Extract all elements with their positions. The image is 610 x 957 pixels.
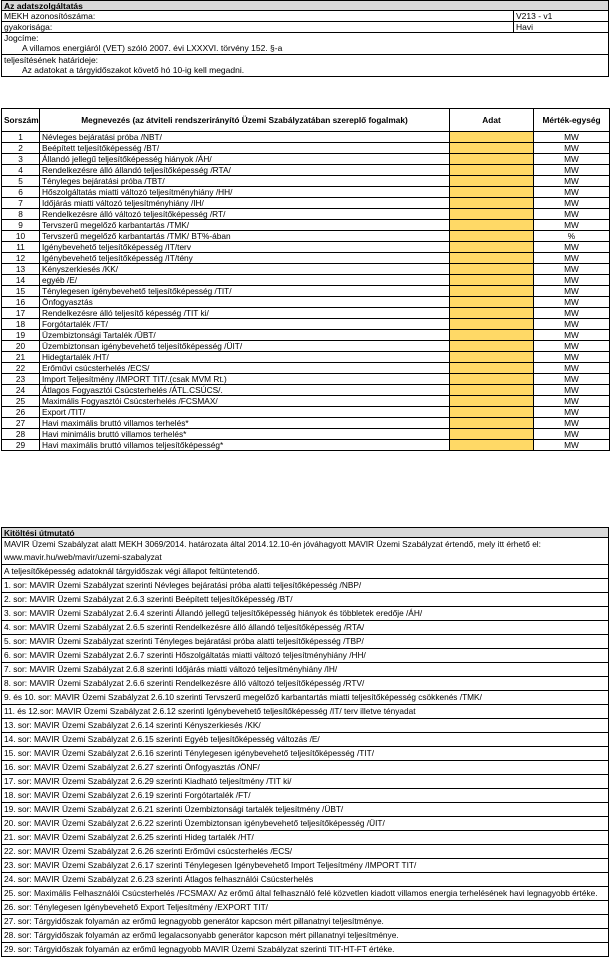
- row-number: 25: [2, 396, 40, 407]
- row-number: 29: [2, 440, 40, 451]
- row-unit: MW: [534, 319, 610, 330]
- instruction-line: A teljesítőképesség adatoknál tárgyidőszak végi állapot feltüntetendő.: [1, 565, 609, 579]
- row-adat-input[interactable]: [450, 308, 534, 319]
- row-number: 11: [2, 242, 40, 253]
- row-number: 4: [2, 165, 40, 176]
- row-unit: MW: [534, 187, 610, 198]
- instructions-title: Kitöltési útmutató: [1, 527, 609, 538]
- row-number: 21: [2, 352, 40, 363]
- azonosito-value: V213 - v1: [513, 11, 607, 21]
- row-number: 13: [2, 264, 40, 275]
- row-name: Névleges bejáratási próba /NBT/: [40, 132, 450, 143]
- row-name: Üzembiztonsan igénybevehető teljesítőképesség /ÜIT/: [40, 341, 450, 352]
- row-name: Hidegtartalék /HT/: [40, 352, 450, 363]
- row-name: Igénybevehető teljesítőképesség /IT/tény: [40, 253, 450, 264]
- row-number: 19: [2, 330, 40, 341]
- col-header-adat: Adat: [450, 109, 534, 132]
- row-unit: MW: [534, 242, 610, 253]
- row-name: Tényleges bejáratási próba /TBT/: [40, 176, 450, 187]
- instruction-line: 24. sor: MAVIR Üzemi Szabályzat 2.6.23 szerinti Átlagos felhasználói Csúcsterhelés: [1, 873, 609, 887]
- instruction-line: 28. sor: Tárgyidőszak folyamán az erőmű legalacsonyabb generátor kapcson mért pillanatnyi teljesítménye.: [1, 929, 609, 943]
- instruction-line: 21. sor: MAVIR Üzemi Szabályzat 2.6.25 szerinti Hideg tartalék /HT/: [1, 831, 609, 845]
- row-adat-input[interactable]: [450, 297, 534, 308]
- instruction-line: 13. sor: MAVIR Üzemi Szabályzat 2.6.14 szerinti Kényszerkiesés /KK/: [1, 719, 609, 733]
- hatarido-text: Az adatokat a tárgyidőszakot követő hó 10-ig kell megadni.: [22, 65, 245, 75]
- instruction-line: 8. sor: MAVIR Üzemi Szabályzat 2.6.6 szerinti Rendelkezésre álló változó teljesítőképesség /RTV/: [1, 677, 609, 691]
- table-row: [2, 220, 610, 231]
- row-unit: MW: [534, 407, 610, 418]
- row-adat-input[interactable]: [450, 275, 534, 286]
- row-adat-input[interactable]: [450, 154, 534, 165]
- row-number: 20: [2, 341, 40, 352]
- row-name: Import Teljesítmény /IMPORT TIT/.(csak MVM Rt.): [40, 374, 450, 385]
- instruction-line: 22. sor: MAVIR Üzemi Szabályzat 2.6.26 szerinti Erőművi csúcsterhelés /ECS/: [1, 845, 609, 859]
- instruction-line: 19. sor: MAVIR Üzemi Szabályzat 2.6.21 szerinti Üzembiztonsági tartalék teljesítmény /ÜBT/: [1, 803, 609, 817]
- row-name: Átlagos Fogyasztói Csúcsterhelés /ÁTL.CSÚCS/.: [40, 385, 450, 396]
- instruction-line: 18. sor: MAVIR Üzemi Szabályzat 2.6.19 szerinti Forgótartalék /FT/: [1, 789, 609, 803]
- table-row: [2, 264, 610, 275]
- instruction-line: 29. sor: Tárgyidőszak folyamán az erőmű legnagyobb MAVIR Üzemi Szabályzat szerinti TIT-HT-FT értéke.: [1, 943, 609, 957]
- row-unit: MW: [534, 330, 610, 341]
- row-adat-input[interactable]: [450, 143, 534, 154]
- row-unit: MW: [534, 385, 610, 396]
- row-number: 28: [2, 429, 40, 440]
- instruction-line: MAVIR Üzemi Szabályzat alatt MEKH 3069/2014. határozata által 2014.12.10-én jóváhagyott MAVIR Üzemi Szabályzat értendő, mely itt érhető el: www.mavir.hu/web/mavir/uzemi-szabalyzat: [1, 538, 609, 565]
- row-number: 8: [2, 209, 40, 220]
- table-row: [2, 352, 610, 363]
- azonosito-label: MEKH azonosítószáma:: [4, 11, 96, 21]
- header-block: [1, 0, 609, 77]
- row-name: Állandó jellegű teljesítőképesség hiányok /ÁH/: [40, 154, 450, 165]
- row-unit: MW: [534, 176, 610, 187]
- row-name: Havi maximális bruttó villamos terhelés*: [40, 418, 450, 429]
- table-row: [2, 440, 610, 451]
- row-name: Rendelkezésre álló változó teljesítőképesség /RT/: [40, 209, 450, 220]
- row-adat-input[interactable]: [450, 319, 534, 330]
- row-unit: MW: [534, 220, 610, 231]
- row-unit: MW: [534, 440, 610, 451]
- table-row: [2, 308, 610, 319]
- instruction-line: 26. sor: Ténylegesen Igénybevehető Export Teljesítmény /EXPORT TIT/: [1, 901, 609, 915]
- row-name: Export /TIT/: [40, 407, 450, 418]
- row-adat-input[interactable]: [450, 198, 534, 209]
- row-number: 10: [2, 231, 40, 242]
- row-name: Havi minimális bruttó villamos terhelés*: [40, 429, 450, 440]
- row-unit: MW: [534, 308, 610, 319]
- row-number: 6: [2, 187, 40, 198]
- row-adat-input[interactable]: [450, 187, 534, 198]
- row-unit: MW: [534, 396, 610, 407]
- table-header-row: [2, 109, 610, 132]
- header-row-hatarido: [1, 55, 609, 77]
- row-adat-input[interactable]: [450, 418, 534, 429]
- row-adat-input[interactable]: [450, 396, 534, 407]
- row-unit: MW: [534, 253, 610, 264]
- row-unit: MW: [534, 363, 610, 374]
- row-number: 26: [2, 407, 40, 418]
- row-unit: MW: [534, 429, 610, 440]
- table-row: [2, 176, 610, 187]
- col-header-sorszam: Sorszám: [2, 109, 40, 132]
- row-unit: MW: [534, 132, 610, 143]
- row-unit: MW: [534, 143, 610, 154]
- row-adat-input[interactable]: [450, 286, 534, 297]
- hatarido-label: teljesítésének határideje:: [4, 55, 99, 65]
- row-name: Beépített teljesítőképesség /BT/: [40, 143, 450, 154]
- row-name: Kényszerkiesés /KK/: [40, 264, 450, 275]
- row-number: 3: [2, 154, 40, 165]
- row-adat-input[interactable]: [450, 341, 534, 352]
- row-adat-input[interactable]: [450, 165, 534, 176]
- instruction-line: 20. sor: MAVIR Üzemi Szabályzat 2.6.22 szerinti Üzembiztonsan igénybevehető teljesítőképesség /ÜIT/: [1, 817, 609, 831]
- table-row: [2, 253, 610, 264]
- row-unit: MW: [534, 154, 610, 165]
- row-unit: MW: [534, 297, 610, 308]
- instruction-line: 5. sor: MAVIR Üzemi Szabályzat szerinti Tényleges bejáratási próba alatti teljesítőképesség /TBP/: [1, 635, 609, 649]
- row-adat-input[interactable]: [450, 363, 534, 374]
- instruction-line: 27. sor: Tárgyidőszak folyamán az erőmű legnagyobb generátor kapcson mért pillanatnyi teljesítménye.: [1, 915, 609, 929]
- instruction-line: 4. sor: MAVIR Üzemi Szabályzat 2.6.5 szerinti Rendelkezésre álló állandó teljesítőképesség /RTA/: [1, 621, 609, 635]
- table-row: [2, 231, 610, 242]
- table-row: [2, 198, 610, 209]
- instruction-line: 14. sor: MAVIR Üzemi Szabályzat 2.6.15 szerinti Egyéb teljesítőképesség változás /E/: [1, 733, 609, 747]
- instruction-line: 23. sor: MAVIR Üzemi Szabályzat 2.6.17 szerinti Ténylegesen Igénybevehető Import Teljesítmény /IMPORT TIT/: [1, 859, 609, 873]
- table-row: [2, 330, 610, 341]
- table-row: [2, 286, 610, 297]
- jogcim-text: A villamos energiáról (VET) szóló 2007. évi LXXXVI. törvény 152. §-a: [22, 43, 283, 53]
- table-row: [2, 407, 610, 418]
- row-name: Üzembiztonsági Tartalék /ÜBT/: [40, 330, 450, 341]
- row-name: egyéb /E/: [40, 275, 450, 286]
- instruction-line: 15. sor: MAVIR Üzemi Szabályzat 2.6.16 szerinti Ténylegesen igénybevehető teljesítőképesség /TIT/: [1, 747, 609, 761]
- row-number: 12: [2, 253, 40, 264]
- row-name: Rendelkezésre álló teljesítő képesség /TIT ki/: [40, 308, 450, 319]
- table-row: [2, 187, 610, 198]
- row-adat-input[interactable]: [450, 220, 534, 231]
- row-adat-input[interactable]: [450, 352, 534, 363]
- row-name: Erőművi csúcsterhelés /ECS/: [40, 363, 450, 374]
- table-row: [2, 396, 610, 407]
- row-adat-input[interactable]: [450, 209, 534, 220]
- header-row-gyakorisag: [1, 22, 609, 33]
- table-row: [2, 374, 610, 385]
- row-adat-input[interactable]: [450, 440, 534, 451]
- row-adat-input[interactable]: [450, 429, 534, 440]
- col-header-megnevezes: Megnevezés (az átviteli rendszerirányító Üzemi Szabályzatában szereplő fogalmak): [40, 109, 450, 132]
- table-row: [2, 363, 610, 374]
- row-name: Önfogyasztás: [40, 297, 450, 308]
- row-unit: MW: [534, 286, 610, 297]
- table-row: [2, 242, 610, 253]
- instruction-line: 6. sor: MAVIR Üzemi Szabályzat 2.6.7 szerinti Hőszolgáltatás miatti változó teljesítményhiány /HH/: [1, 649, 609, 663]
- table-row: [2, 418, 610, 429]
- row-number: 24: [2, 385, 40, 396]
- row-adat-input[interactable]: [450, 407, 534, 418]
- row-name: Időjárás miatti változó teljesítményhiány /IH/: [40, 198, 450, 209]
- row-adat-input[interactable]: [450, 231, 534, 242]
- row-unit: MW: [534, 374, 610, 385]
- row-number: 14: [2, 275, 40, 286]
- row-adat-input[interactable]: [450, 132, 534, 143]
- row-adat-input[interactable]: [450, 330, 534, 341]
- row-name: Havi maximális bruttó villamos teljesítőképesség*: [40, 440, 450, 451]
- row-number: 15: [2, 286, 40, 297]
- table-row: [2, 132, 610, 143]
- table-row: [2, 143, 610, 154]
- data-table: [1, 108, 610, 451]
- row-unit: MW: [534, 165, 610, 176]
- row-number: 23: [2, 374, 40, 385]
- instruction-line: 9. és 10. sor: MAVIR Üzemi Szabályzat 2.6.10 szerinti Tervszerű megelőző karbantartás miatti teljesítőképesség csökkenés /TMK/: [1, 691, 609, 705]
- instruction-line: 17. sor: MAVIR Üzemi Szabályzat 2.6.29 szerinti Kiadható teljesítmény /TIT ki/: [1, 775, 609, 789]
- row-unit: MW: [534, 209, 610, 220]
- row-name: Maximális Fogyasztói Csúcsterhelés /FCSMAX/: [40, 396, 450, 407]
- row-number: 9: [2, 220, 40, 231]
- row-name: Tervszerű megelőző karbantartás /TMK/: [40, 220, 450, 231]
- row-adat-input[interactable]: [450, 253, 534, 264]
- instructions-block: [1, 527, 609, 957]
- row-unit: MW: [534, 264, 610, 275]
- table-row: [2, 154, 610, 165]
- header-title: Az adatszolgáltatás: [1, 0, 609, 11]
- instruction-line: 11. és 12.sor: MAVIR Üzemi Szabályzat 2.6.12 szerinti Igénybevehető teljesítőképesség /IT/ terv illetve tényadat: [1, 705, 609, 719]
- row-name: Ténylegesen igénybevehető teljesítőképesség /TIT/: [40, 286, 450, 297]
- col-header-mertekegyseg: Mérték-egység: [534, 109, 610, 132]
- row-unit: MW: [534, 275, 610, 286]
- row-number: 1: [2, 132, 40, 143]
- row-adat-input[interactable]: [450, 385, 534, 396]
- row-adat-input[interactable]: [450, 176, 534, 187]
- row-unit: MW: [534, 198, 610, 209]
- row-adat-input[interactable]: [450, 242, 534, 253]
- table-row: [2, 385, 610, 396]
- table-row: [2, 319, 610, 330]
- row-number: 18: [2, 319, 40, 330]
- row-number: 27: [2, 418, 40, 429]
- gyakorisag-value: Havi: [513, 22, 607, 32]
- row-unit: MW: [534, 341, 610, 352]
- row-unit: MW: [534, 418, 610, 429]
- instruction-line: 3. sor: MAVIR Üzemi Szabályzat 2.6.4 szerinti Állandó jellegű teljesítőképesség hiányok és többletek eredője /ÁH/: [1, 607, 609, 621]
- row-unit: MW: [534, 352, 610, 363]
- row-number: 2: [2, 143, 40, 154]
- instruction-line: 2. sor: MAVIR Üzemi Szabályzat 2.6.3 szerinti Beépített teljesítőképesség /BT/: [1, 593, 609, 607]
- instruction-line: 1. sor: MAVIR Üzemi Szabályzat szerinti Névleges bejáratási próba alatti teljesítőképesség /NBP/: [1, 579, 609, 593]
- row-unit: %: [534, 231, 610, 242]
- table-row: [2, 341, 610, 352]
- instruction-line: 7. sor: MAVIR Üzemi Szabályzat 2.6.8 szerinti Időjárás miatti változó teljesítményhiány /IH/: [1, 663, 609, 677]
- table-row: [2, 275, 610, 286]
- row-name: Hőszolgáltatás miatti változó teljesítményhiány /HH/: [40, 187, 450, 198]
- row-name: Rendelkezésre álló állandó teljesítőképesség /RTA/: [40, 165, 450, 176]
- row-number: 22: [2, 363, 40, 374]
- table-row: [2, 209, 610, 220]
- row-adat-input[interactable]: [450, 264, 534, 275]
- header-row-jogcim: [1, 33, 609, 55]
- jogcim-label: Jogcíme:: [4, 33, 39, 43]
- table-row: [2, 297, 610, 308]
- row-name: Igénybevehető teljesítőképesség /IT/terv: [40, 242, 450, 253]
- row-number: 5: [2, 176, 40, 187]
- row-number: 16: [2, 297, 40, 308]
- row-name: Forgótartalék /FT/: [40, 319, 450, 330]
- instruction-line: 25. sor: Maximális Felhasználói Csúcsterhelés /FCSMAX/ Az erőmű által felhasználó felé közvetlen kiadott villamos energia terhelésének havi legnagyobb értéke.: [1, 887, 609, 901]
- row-number: 7: [2, 198, 40, 209]
- table-row: [2, 429, 610, 440]
- row-adat-input[interactable]: [450, 374, 534, 385]
- table-row: [2, 165, 610, 176]
- row-name: Tervszerű megelőző karbantartás /TMK/ BT%-ában: [40, 231, 450, 242]
- gyakorisag-label: gyakorisága:: [4, 22, 53, 32]
- header-row-azonosito: [1, 11, 609, 22]
- row-number: 17: [2, 308, 40, 319]
- instruction-line: 16. sor: MAVIR Üzemi Szabályzat 2.6.27 szerinti Önfogyasztás /ÖNF/: [1, 761, 609, 775]
